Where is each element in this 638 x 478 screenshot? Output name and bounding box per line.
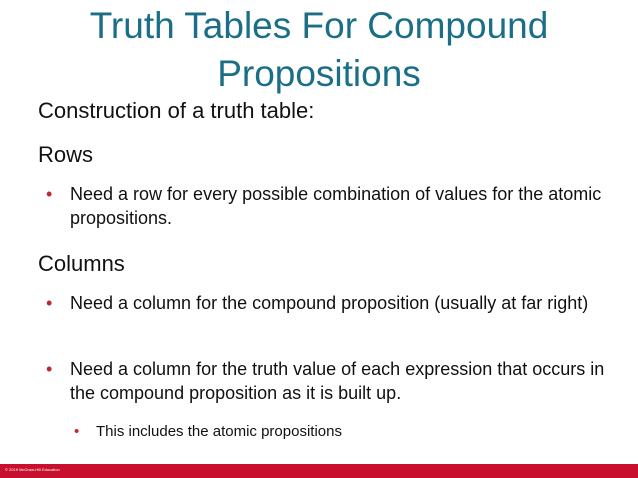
columns-bullet-text: Need a column for the compound proposition (usually at far right) bbox=[70, 293, 589, 313]
rows-heading: Rows bbox=[38, 142, 94, 167]
slide-title-line-2: Propositions bbox=[217, 53, 421, 94]
bullet-icon: • bbox=[74, 423, 80, 440]
rows-bullet-text: Need a row for every possible combination of values for the atomic propositions. bbox=[70, 184, 602, 228]
copyright-text: © 2019 McGraw-Hill Education bbox=[5, 467, 60, 472]
bullet-icon: • bbox=[46, 293, 53, 313]
columns-bullet-text: Need a column for the truth value of each expression that occurs in the compound proposition as it is built up. bbox=[70, 359, 605, 403]
intro-text: Construction of a truth table: bbox=[38, 98, 315, 123]
columns-heading: Columns bbox=[38, 251, 125, 276]
bullet-icon: • bbox=[46, 184, 53, 204]
bullet-icon: • bbox=[46, 359, 53, 379]
sub-bullet-text: This includes the atomic propositions bbox=[96, 423, 342, 440]
footer-bar bbox=[0, 464, 638, 478]
slide-title bbox=[60, 2, 578, 98]
slide-title-line-1: Truth Tables For Compound bbox=[89, 5, 549, 46]
